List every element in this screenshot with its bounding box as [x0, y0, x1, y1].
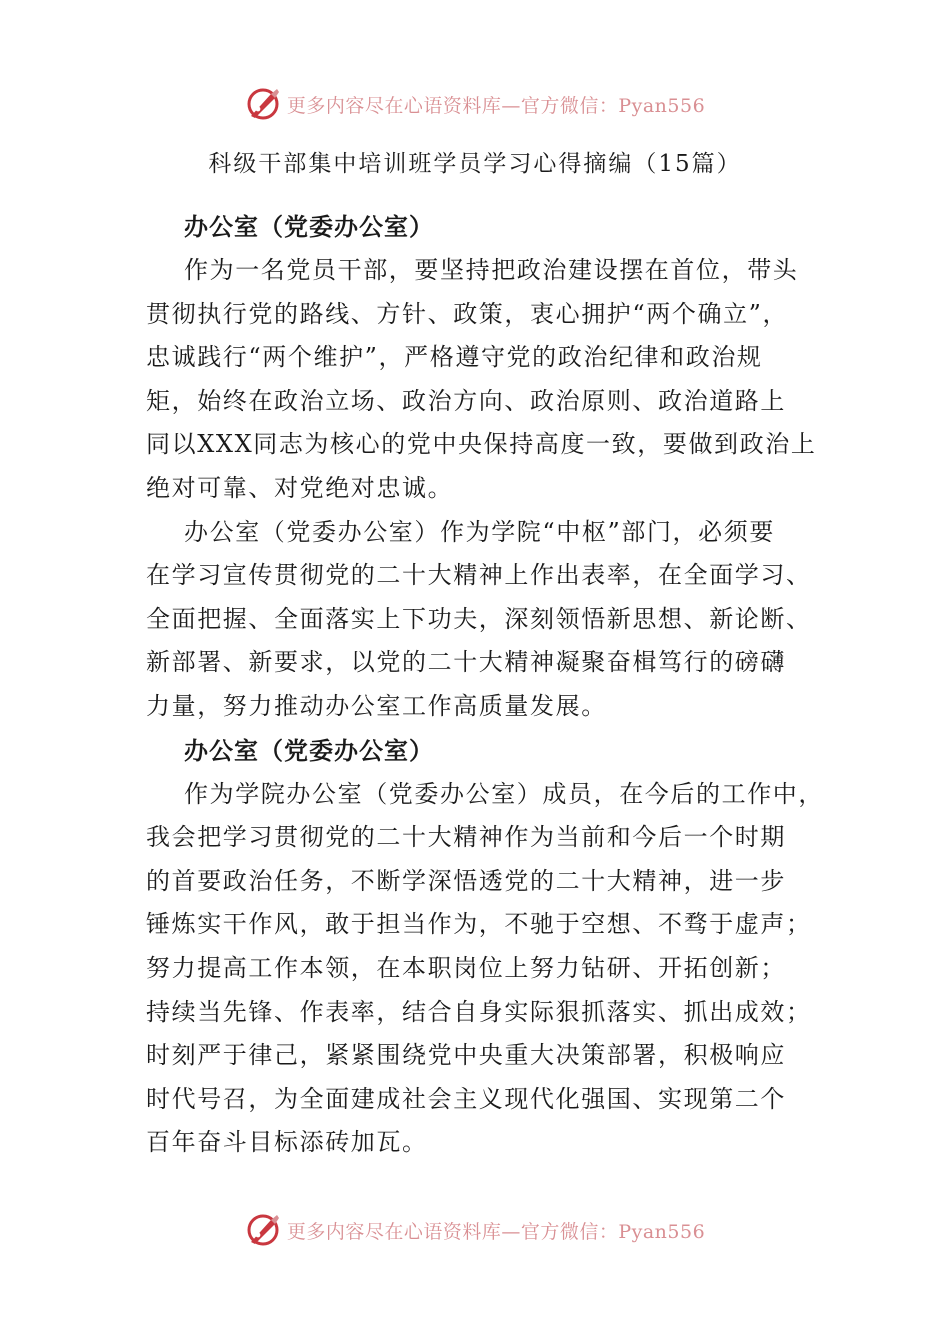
paragraph — [146, 511, 810, 729]
text-line: 力量，努力推动办公室工作高质量发展。 — [146, 691, 607, 720]
text-line: 全面把握、全面落实上下功夫，深刻领悟新思想、新论断、 — [146, 604, 812, 633]
page-title: 科级干部集中培训班学员学习心得摘编（15篇） — [208, 151, 742, 177]
text-line: 办公室（党委办公室）作为学院“中枢”部门，必须要 — [184, 517, 775, 546]
watermark-banner-top — [0, 80, 950, 128]
text-line: 的首要政治任务，不断学深悟透党的二十大精神，进一步 — [146, 866, 786, 895]
pen-circle-logo-icon — [245, 1212, 281, 1248]
watermark-text: 更多内容尽在心语资料库—官方微信：Pyan556 — [286, 94, 706, 117]
text-line: 同以XXX同志为核心的党中央保持高度一致，要做到政治上 — [146, 430, 817, 459]
document-body — [146, 205, 824, 1165]
text-line: 锤炼实干作风，敢于担当作为，不驰于空想、不骛于虚声； — [146, 910, 812, 939]
text-line: 贯彻执行党的路线、方针、政策，衷心拥护“两个确立”， — [146, 299, 789, 328]
text-line: 作为一名党员干部，要坚持把政治建设摆在首位，带头 — [184, 256, 799, 284]
text-line: 新部署、新要求，以党的二十大精神凝聚奋楫笃行的磅礴 — [146, 648, 786, 677]
text-line: 绝对可靠、对党绝对忠诚。 — [146, 473, 454, 502]
text-line: 我会把学习贯彻党的二十大精神作为当前和今后一个时期 — [146, 823, 786, 852]
text-line: 时代号召，为全面建成社会主义现代化强国、实现第二个 — [146, 1084, 786, 1113]
watermark-banner-bottom — [0, 1206, 950, 1254]
paragraph — [146, 249, 817, 511]
text-line: 百年奋斗目标添砖加瓦。 — [146, 1128, 428, 1157]
pen-circle-logo-icon — [245, 86, 281, 122]
section-heading: 办公室（党委办公室） — [184, 213, 434, 241]
watermark-text: 更多内容尽在心语资料库—官方微信：Pyan556 — [286, 1220, 706, 1243]
text-line: 忠诚践行“两个维护”，严格遵守党的政治纪律和政治规 — [146, 343, 763, 372]
text-line: 作为学院办公室（党委办公室）成员，在今后的工作中， — [184, 779, 824, 808]
section-heading: 办公室（党委办公室） — [184, 736, 434, 765]
text-line: 努力提高工作本领，在本职岗位上努力钻研、开拓创新； — [146, 953, 786, 982]
paragraph — [146, 773, 824, 1165]
text-line: 矩，始终在政治立场、政治方向、政治原则、政治道路上 — [146, 386, 786, 415]
text-line: 持续当先锋、作表率，结合自身实际狠抓落实、抓出成效； — [146, 997, 812, 1026]
text-line: 时刻严于律己，紧紧围绕党中央重大决策部署，积极响应 — [146, 1041, 786, 1070]
text-line: 在学习宣传贯彻党的二十大精神上作出表率，在全面学习、 — [146, 561, 812, 590]
